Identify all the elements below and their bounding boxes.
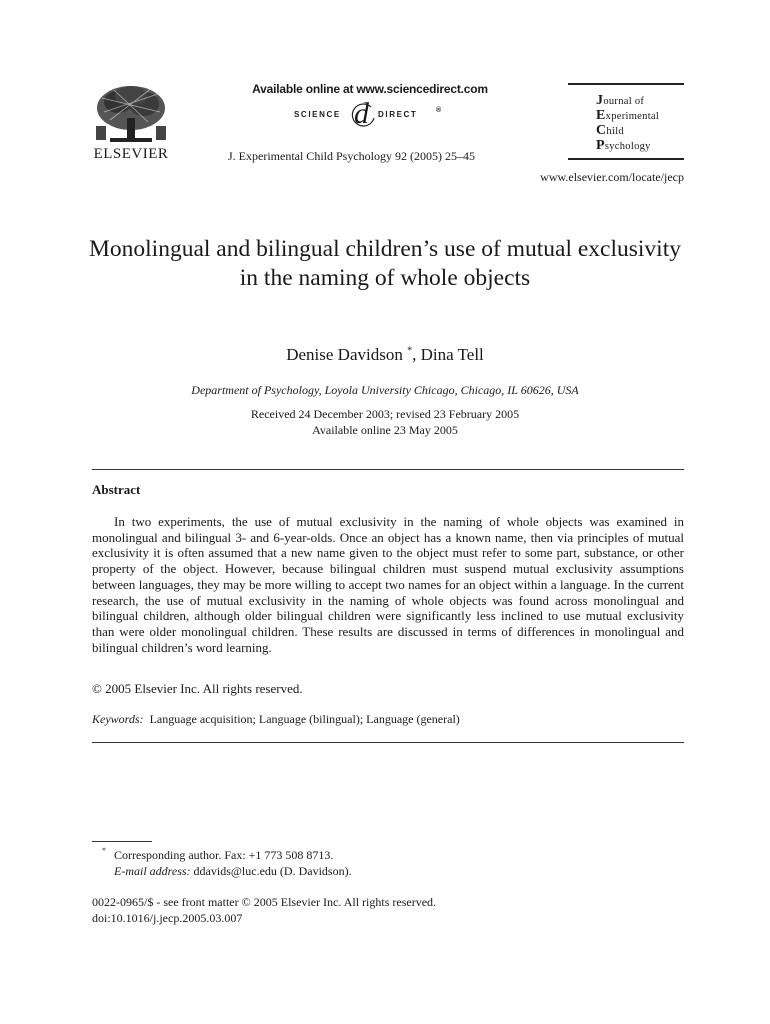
- author-list: [85, 345, 685, 365]
- author-name[interactable]: Denise Davidson: [286, 345, 403, 364]
- footnote: [92, 847, 352, 879]
- journal-logo-line: Child: [596, 123, 624, 138]
- journal-url-link[interactable]: www.elsevier.com/locate/jecp: [540, 170, 684, 184]
- available-online-date: Available online 23 May 2005: [312, 423, 458, 437]
- article-title: Monolingual and bilingual children’s use of mutual exclusivity in the naming of whole objects: [89, 236, 681, 291]
- keywords-values: Language acquisition; Language (bilingual); Language (general): [149, 712, 460, 726]
- corresponding-author-mark[interactable]: *: [407, 345, 413, 357]
- keywords-label: Keywords:: [92, 712, 144, 726]
- footnote-mark: *: [102, 846, 106, 855]
- author-separator: ,: [412, 345, 421, 364]
- author-affiliation: Department of Psychology, Loyola University Chicago, Chicago, IL 60626, USA: [191, 383, 579, 397]
- journal-logo-line: Journal of: [596, 93, 645, 108]
- sciencedirect-logo: [294, 97, 474, 130]
- sciencedirect-left-word: SCIENCE: [294, 110, 341, 119]
- author-name[interactable]: Dina Tell: [420, 345, 484, 364]
- abstract-heading: Abstract: [92, 482, 141, 497]
- journal-logo: [568, 83, 684, 160]
- footnote-email: [92, 863, 352, 879]
- elsevier-logo-text: ELSEVIER: [93, 146, 169, 162]
- journal-logo-line: Psychology: [596, 138, 651, 153]
- sciencedirect-circle-icon: [351, 102, 377, 128]
- abstract-copyright: © 2005 Elsevier Inc. All rights reserved.: [92, 681, 303, 696]
- journal-logo-line: Experimental: [596, 108, 660, 123]
- doi-link[interactable]: doi:10.1016/j.jecp.2005.03.007: [92, 911, 243, 925]
- issn-block: [92, 894, 436, 926]
- sciencedirect-at-symbol: d: [354, 97, 369, 130]
- divider: [92, 742, 684, 743]
- divider: [92, 469, 684, 470]
- keywords: [92, 712, 460, 727]
- article-dates: [85, 406, 685, 438]
- footnote-corresponding: Corresponding author. Fax: +1 773 508 8713.: [114, 848, 334, 862]
- abstract-body: In two experiments, the use of mutual exclusivity in the naming of whole objects was examined in monolingual and bilingual 3- and 6-year-olds. Once an object has a known name, then via principles of mutual exclusivity it is often assumed that a new name given to the object must refer to some part, substance, or other property of the object. However, because bilingual children must suspend mutual exclusivity assumptions between languages, they may be more willing to accept two names for an object within a language. In the current research, the use of mutual exclusivity in the naming of whole objects was found across monolingual and bilingual children, although older bilingual children were significantly less inclined to use mutual exclusivity than were older monolingual children. These results are discussed in terms of differences in monolingual and bilingual children’s word learning.: [92, 514, 684, 655]
- available-online-text: Available online at www.sciencedirect.com: [252, 82, 488, 96]
- journal-citation: J. Experimental Child Psychology 92 (2005) 25–45: [228, 149, 475, 163]
- email-label: E-mail address:: [114, 864, 191, 878]
- elsevier-logo: [90, 82, 172, 162]
- sciencedirect-registered-mark: ®: [436, 107, 443, 114]
- email-address-link[interactable]: ddavids@luc.edu (D. Davidson).: [193, 864, 352, 878]
- footnote-rule: [92, 841, 152, 842]
- front-matter-line: 0022-0965/$ - see front matter © 2005 Elsevier Inc. All rights reserved.: [92, 895, 437, 909]
- received-date: Received 24 December 2003; revised 23 February 2005: [250, 407, 520, 421]
- sciencedirect-right-word: DIRECT: [378, 110, 418, 119]
